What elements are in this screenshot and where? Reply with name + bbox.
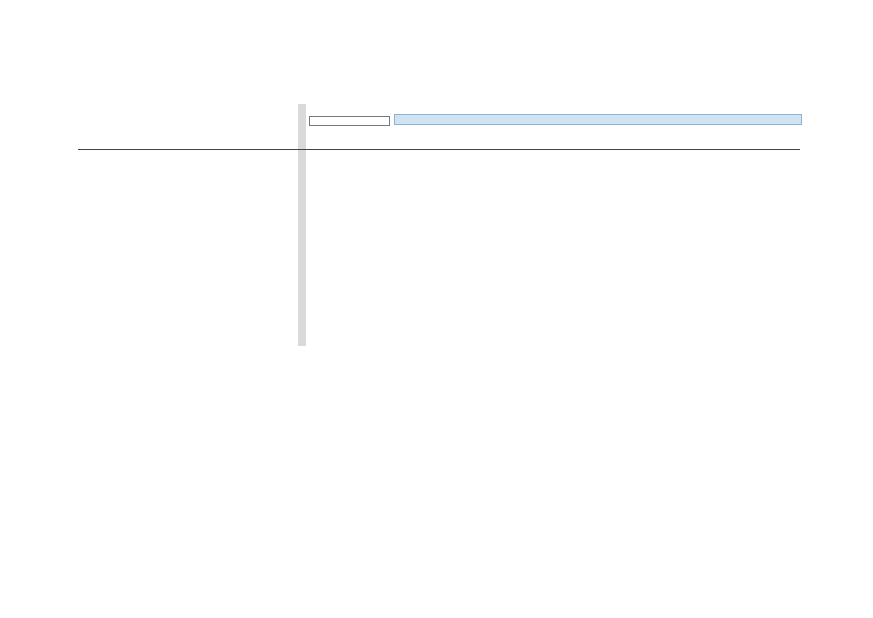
separator-bar [298, 104, 306, 346]
header-rule [78, 149, 800, 150]
drainage-fund-banner [394, 114, 802, 125]
revenue-subtitle [78, 157, 800, 164]
income-statement-sheet [78, 104, 798, 346]
current-determination-box [309, 116, 390, 126]
